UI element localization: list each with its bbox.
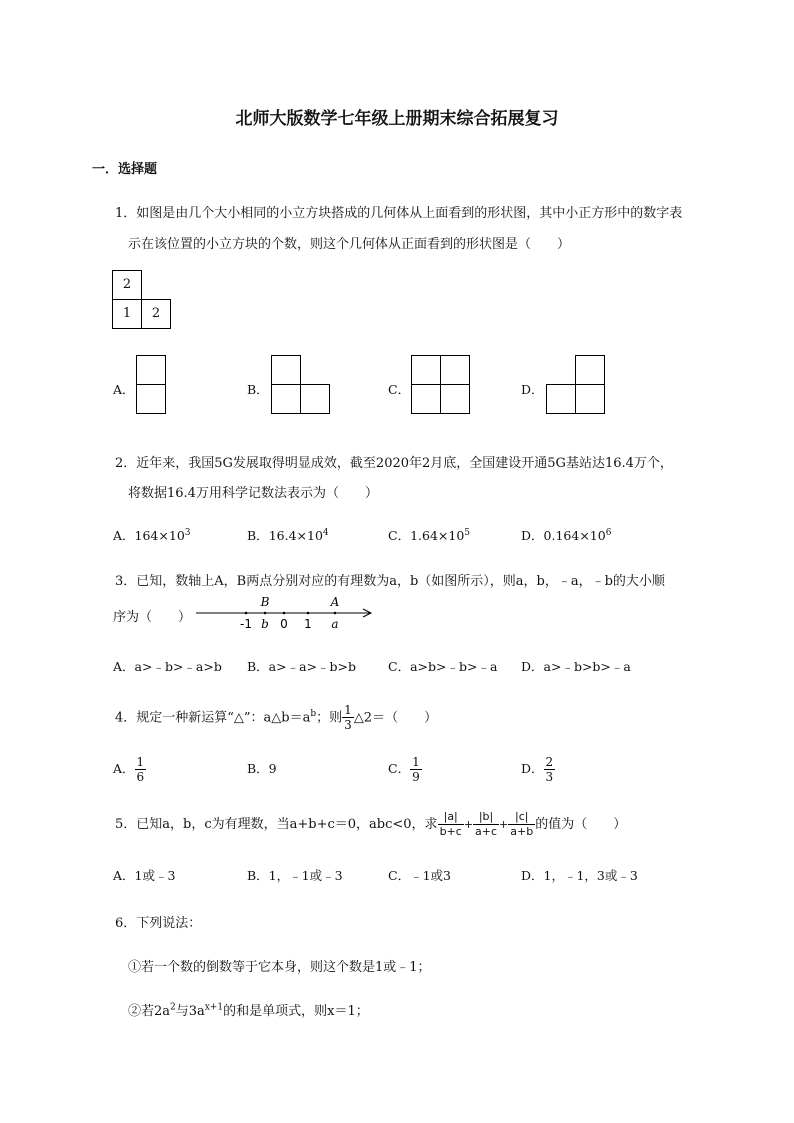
figure-square: [575, 355, 605, 385]
tick-label: 0: [280, 617, 288, 631]
question-1-line-1: 1．如图是由几个大小相同的小立方块搭成的几何体从上面看到的形状图，其中小正方形中的数字表: [115, 206, 683, 221]
q4-option-a: A． $\frac{1}{6}$: [113, 755, 145, 784]
q5-option-d: D．1，﹣1，3或﹣3: [521, 868, 638, 883]
fraction: $\frac{|b|}{a+c}$: [475, 810, 498, 838]
figure-square: [440, 384, 470, 414]
fraction: $\frac{2}{3}$: [545, 755, 554, 784]
question-3-line-1: 3．已知，数轴上A，B两点分别对应的有理数为a，b（如图所示），则a，b，﹣a，﹣b的大小顺: [115, 574, 665, 589]
q3-option-b: B．a>﹣a>﹣b>b: [247, 659, 357, 674]
q3-option-c: C．a>b>﹣b>﹣a: [388, 659, 498, 674]
point-a-label: A: [330, 595, 340, 609]
tick-label: a: [331, 617, 339, 631]
option-c-label: C．: [388, 382, 411, 397]
tick: [264, 612, 267, 615]
section-heading: 一．选择题: [92, 162, 158, 177]
grid-cell: 1: [112, 299, 142, 329]
question-3-line-2: 序为（ ）: [113, 610, 192, 625]
tick-label: b: [261, 617, 269, 631]
question-4: 4．规定一种新运算“△”：$a\triangle b=a^b$；则 $\frac{1}{3}$ △2＝（ ）: [115, 703, 438, 733]
q2-option-a: A．$164\times 10^3$: [113, 527, 191, 543]
fraction: $\frac{|a|}{b+c}$: [439, 810, 462, 838]
q5-option-a: A．1或﹣3: [113, 868, 176, 883]
figure-square: [136, 355, 166, 385]
tick-label: -1: [240, 617, 252, 631]
statement-1: ①若一个数的倒数等于它本身，则这个数是1或﹣1；: [128, 960, 431, 975]
tick: [334, 612, 337, 615]
tick: [307, 612, 310, 615]
figure-square: [575, 384, 605, 414]
option-a-label: A．: [113, 382, 135, 397]
number-line: [190, 592, 380, 632]
question-2-line-1: 2．近年来，我国5G发展取得明显成效，截至2020年2月底，全国建设开通5G基站达16.4万个，: [115, 456, 673, 471]
tick: [245, 612, 248, 615]
q4-option-d: D． $\frac{2}{3}$: [521, 755, 554, 784]
question-2-line-2: 将数据16.4万用科学记数法表示为（ ）: [128, 486, 378, 501]
grid-cell: 2: [112, 270, 142, 300]
grid-cell: 2: [141, 299, 171, 329]
q3-option-a: A．a>﹣b>﹣a>b: [113, 659, 222, 674]
page-title: 北师大版数学七年级上册期末综合拓展复习: [235, 109, 559, 129]
option-d-label: D．: [521, 382, 544, 397]
q2-option-c: C．$1.64\times 10^5$: [388, 527, 471, 543]
figure-square: [271, 355, 301, 385]
point-b-label: B: [260, 595, 270, 609]
q2-option-d: D．$0.164\times 10^6$: [521, 527, 612, 543]
tick: [283, 612, 286, 615]
fraction: $\frac{|c|}{a+b}$: [510, 810, 534, 838]
figure-square: [300, 384, 330, 414]
fraction: $\frac{1}{3}$: [344, 703, 352, 733]
figure-square: [136, 384, 166, 414]
question-5: 5．已知a，b，c为有理数，当a+b+c＝0，abc<0，求 $\frac{|a|}{b+c}$ + $\frac{|b|}{a+c}$ + $\frac{|c|}{a+b}$ 的值为（ ）: [115, 810, 627, 838]
figure-square: [411, 355, 441, 385]
q5-option-b: B．1，﹣1或﹣3: [247, 868, 343, 883]
q3-option-d: D．a>﹣b>b>﹣a: [521, 659, 631, 674]
q5-option-c: C．﹣1或3: [388, 868, 451, 883]
q2-option-b: B．$16.4\times 10^4$: [247, 527, 329, 543]
figure-square: [271, 384, 301, 414]
question-1-line-2: 示在该位置的小立方块的个数，则这个几何体从正面看到的形状图是（ ）: [128, 237, 571, 252]
fraction: $\frac{1}{6}$: [136, 755, 145, 784]
tick-label: 1: [304, 617, 312, 631]
fraction: $\frac{1}{9}$: [412, 755, 420, 784]
figure-square: [440, 355, 470, 385]
q4-option-b: B．9: [247, 761, 277, 776]
figure-square: [546, 384, 576, 414]
statement-2: ②若$2a^2$与$3a^{x+1}$的和是单项式，则x＝1；: [128, 1002, 369, 1019]
question-6-line-1: 6．下列说法：: [115, 916, 202, 931]
figure-square: [411, 384, 441, 414]
q4-option-c: C． $\frac{1}{9}$: [388, 755, 420, 784]
option-b-label: B．: [247, 382, 269, 397]
